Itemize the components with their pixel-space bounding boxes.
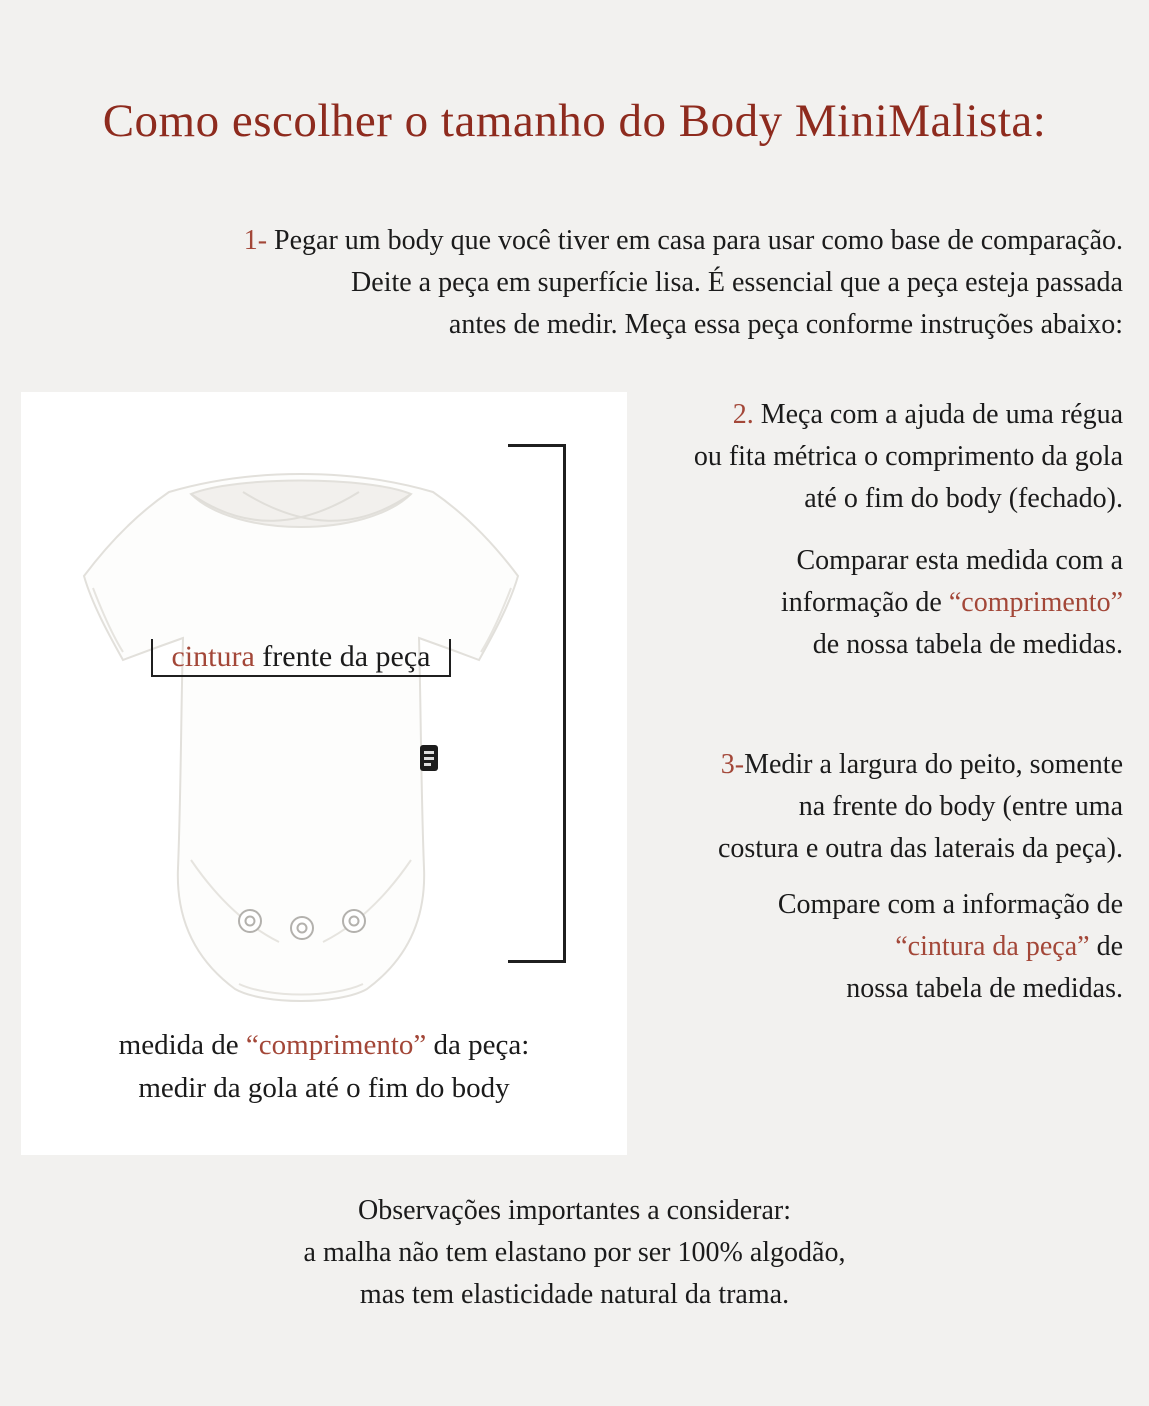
- bodysuit-figure: [21, 392, 627, 1155]
- step-2-number: 2.: [732, 399, 754, 430]
- notes-line-3: mas tem elasticidade natural da trama.: [359, 1279, 790, 1310]
- compare-2-pre: informação de: [780, 587, 949, 618]
- step-2-line-3: até o fim do body (fechado).: [804, 483, 1123, 514]
- step-3-instructions: [630, 744, 1123, 870]
- step-3-compare-note: [630, 884, 1123, 1010]
- caption-post: da peça:: [426, 1029, 530, 1061]
- figure-caption: [21, 1024, 627, 1110]
- step-2-line-2: ou fita métrica o comprimento da gola: [693, 441, 1123, 472]
- waist-measure-label: [151, 639, 451, 677]
- length-measure-bracket: [508, 444, 566, 963]
- important-notes: [0, 1190, 1149, 1316]
- step-1-line-2: Deite a peça em superfície lisa. É essencial que a peça esteja passada: [351, 267, 1123, 298]
- step-3-line-3: costura e outra das laterais da peça).: [717, 833, 1123, 864]
- step-3-text-1: Medir a largura do peito, somente: [744, 749, 1123, 780]
- compare-2-line-2: [630, 582, 1123, 624]
- step-2-compare-note: [630, 540, 1123, 666]
- compare-3-line-3: nossa tabela de medidas.: [846, 973, 1123, 1004]
- step-1-number: 1-: [243, 225, 268, 256]
- compare-3-line-2: [630, 926, 1123, 968]
- page-title: Como escolher o tamanho do Body MiniMalista:: [102, 95, 1047, 147]
- figure-caption-line-1: [21, 1024, 627, 1067]
- step-1-line-1: [60, 220, 1123, 262]
- waist-label-text: [171, 639, 430, 675]
- step-1-line-3: antes de medir. Meça essa peça conforme instruções abaixo:: [448, 309, 1123, 340]
- notes-line-2: a malha não tem elastano por ser 100% algodão,: [303, 1237, 846, 1268]
- step-2-line-1: [630, 394, 1123, 436]
- brand-tag: [420, 745, 438, 771]
- notes-line-1: Observações importantes a considerar:: [357, 1195, 792, 1226]
- compare-2-line-1: Comparar esta medida com a: [796, 545, 1123, 576]
- step-1-instructions: [60, 220, 1123, 346]
- compare-3-post: de: [1089, 931, 1123, 962]
- caption-red: “comprimento”: [245, 1029, 427, 1061]
- compare-2-line-3: de nossa tabela de medidas.: [812, 629, 1123, 660]
- compare-3-red: “cintura da peça”: [895, 931, 1090, 962]
- step-2-text-1: Meça com a ajuda de uma régua: [753, 399, 1123, 430]
- figure-caption-line-2: medir da gola até o fim do body: [138, 1072, 510, 1104]
- step-3-line-2: na frente do body (entre uma: [798, 791, 1123, 822]
- step-3-line-1: [630, 744, 1123, 786]
- caption-pre: medida de: [118, 1029, 246, 1061]
- waist-label-red: cintura: [171, 640, 255, 673]
- compare-3-line-1: Compare com a informação de: [777, 889, 1123, 920]
- waist-label-rest: frente da peça: [254, 640, 431, 673]
- step-1-text-1: Pegar um body que você tiver em casa para usar como base de comparação.: [267, 225, 1123, 256]
- step-2-instructions: [630, 394, 1123, 520]
- compare-2-red: “comprimento”: [948, 587, 1123, 618]
- step-3-number: 3-: [720, 749, 745, 780]
